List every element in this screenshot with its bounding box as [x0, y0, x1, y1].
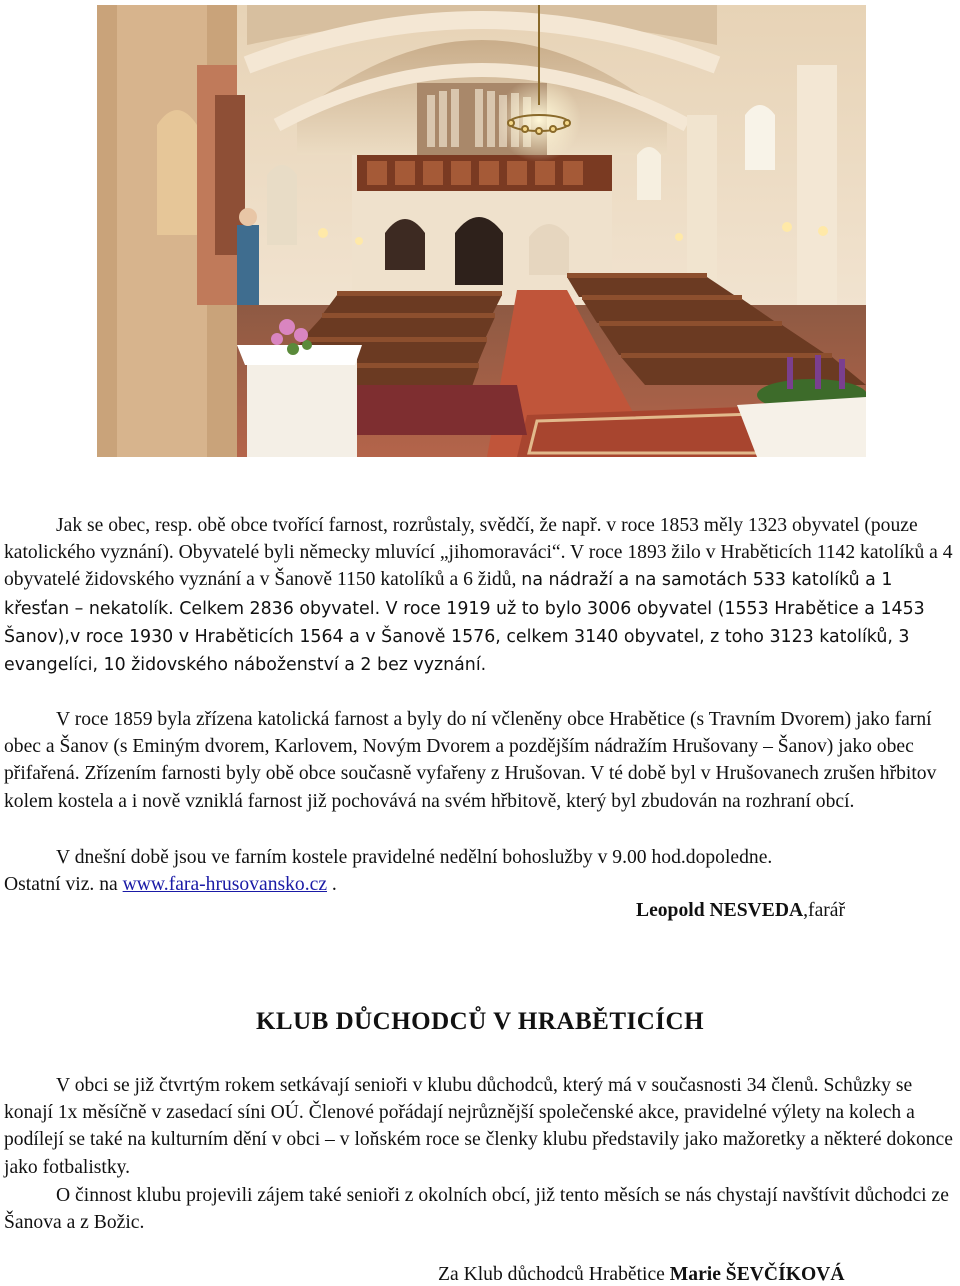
- link-suffix: .: [327, 874, 337, 896]
- club-heading: KLUB DŮCHODCŮ V HRABĚTICÍCH: [255, 1008, 705, 1035]
- parish-website-link[interactable]: www.fara-hrusovansko.cz: [122, 874, 328, 896]
- club-paragraph-1: V obci se již čtvrtým rokem setkávají senioři v klubu důchodců, který má v současnosti 34 členů. Schůzky se konají 1x měsíčně v zasedací síni OÚ. Členové pořádají nejrůznější společenské akce, pravidelné výlety na kolech a podílejí se také na kulturním dění v obci – v loňském roce se členky klubu představily jako mažoretky a některé dokonce jako fotbalistky.: [4, 1075, 953, 1178]
- parish-founding-paragraph: V roce 1859 byla zřízena katolická farnost a byly do ní včleněny obce Hrabětice (s Travním Dvorem) jako farní obec a Šanov (s Eminým dvorem, Karlovem, Novým Dvorem a pozdějším nádražím Hrušovany – Šanov) jako obec přifařená. Zřízením farnosti byly obě obce současně vyfařeny z Hrušovan. V té době byl v Hrušovanech zrušen hřbitov kolem kostela a i nově vzniklá farnost již pochovává na svém hřbitově, který byl zbudován na rozhraní obcí.: [4, 709, 937, 812]
- services-paragraph: [4, 844, 956, 898]
- church-interior-photo: [97, 5, 866, 457]
- link-prefix: Ostatní viz. na: [4, 874, 123, 896]
- club-signature: [438, 1264, 844, 1286]
- club-paragraph-2: O činnost klubu projevili zájem také senioři z okolních obcí, již tento měsích se nás chystají navštívit důchodci ze Šanova a z Božic.: [4, 1185, 949, 1234]
- history-text-serif: Jak se obec, resp. obě obce tvořící farnost, rozrůstaly, svědčí, že např. v roce 1853 měly 1323 obyvatel (pouze katolického vyznání). Obyvatelé byli německy mluvící „jihomoraváci“. V roce 1893 žilo v Hraběticích 1142 katolíků a 4 obyvatelé židovského vyznání a v Šanově 1150 katolíků a 6 židů,: [4, 515, 953, 591]
- club-signature-name: Marie ŠEVČÍKOVÁ: [669, 1264, 845, 1285]
- signature-name: Leopold NESVEDA: [636, 900, 804, 921]
- history-paragraph: [4, 512, 956, 679]
- signature-role: ,farář: [803, 900, 846, 921]
- history-text-sans: na nádraží a na samotách 533 katolíků a 1 křesťan – nekatolík. Celkem 2836 obyvatel. V roce 1919 už to bylo 3006 obyvatel (1553 Hrabětice a 1453 Šanov),v roce 1930 v Hraběticích 1564 a v Šanově 1576, celkem 3140 obyvatel, z toho 3123 katolíků, 3 evangelíci, 10 židovského náboženství a 2 bez vyznání.: [4, 570, 925, 676]
- club-signature-prefix: Za Klub důchodců Hrabětice: [438, 1264, 670, 1285]
- services-line: V dnešní době jsou ve farním kostele pravidelné nedělní bohoslužby v 9.00 hod.dopoledne.: [56, 847, 773, 868]
- parish-priest-signature: [636, 900, 845, 922]
